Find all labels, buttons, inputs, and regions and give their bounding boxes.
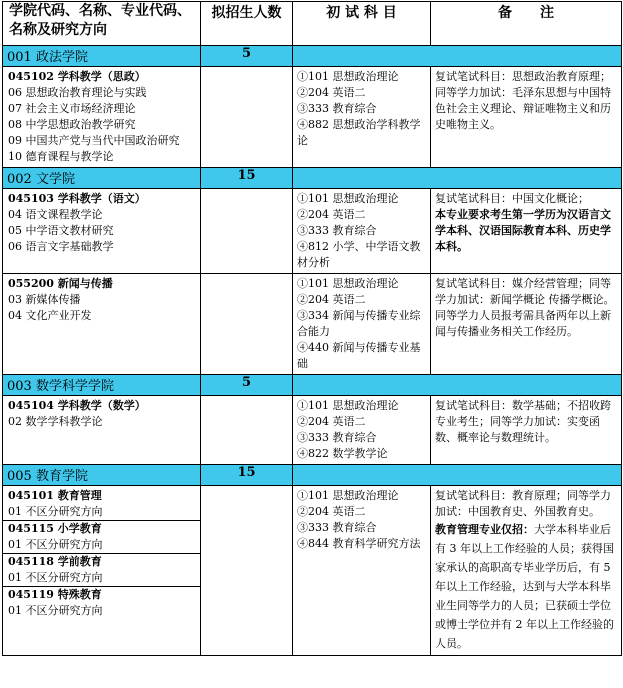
quota-cell xyxy=(201,67,293,168)
enrollment-table xyxy=(2,1,622,656)
exam-item: ②204 英语二 xyxy=(297,415,366,428)
section-quota: 5 xyxy=(201,46,293,67)
table-row xyxy=(3,189,622,274)
major-cell xyxy=(3,67,201,168)
major-cell xyxy=(3,396,201,465)
quota-cell xyxy=(201,274,293,375)
exam-item: ④844 教育科学研究方法 xyxy=(297,537,421,550)
direction-item: 09 中国共产党与当代中国政治研究 xyxy=(8,134,180,147)
remarks-cell xyxy=(431,396,622,465)
exam-item: ④822 数学教学论 xyxy=(297,447,388,460)
remark-text: 复试笔试科目：中国文化概论； xyxy=(435,192,589,205)
remarks-cell xyxy=(431,486,622,656)
exam-cell xyxy=(293,396,431,465)
quota-cell xyxy=(201,486,293,656)
exam-item: ④812 小学、中学语文教材分析 xyxy=(297,240,421,269)
exam-item: ④882 思想政治学科教学论 xyxy=(297,118,421,147)
section-row-math xyxy=(3,375,622,396)
major-cell xyxy=(3,274,201,375)
exam-item: ②204 英语二 xyxy=(297,505,366,518)
section-name: 001 政法学院 xyxy=(3,46,201,67)
direction-item: 04 文化产业开发 xyxy=(8,309,92,322)
exam-item: ③333 教育综合 xyxy=(297,431,377,444)
quota-cell xyxy=(201,396,293,465)
exam-item: ④440 新闻与传播专业基础 xyxy=(297,341,421,370)
major-title: 045101 教育管理 xyxy=(8,489,102,502)
remark-text: 复试笔试科目：媒介经营管理；同等学力加试：新闻学概论 传播学概论。 xyxy=(435,277,615,306)
major-title: 045104 学科教学（数学） xyxy=(8,399,146,412)
direction-item: 05 中学语文教材研究 xyxy=(8,224,114,237)
section-row-literature xyxy=(3,168,622,189)
section-quota: 15 xyxy=(201,168,293,189)
remarks-cell xyxy=(431,67,622,168)
exam-item: ③333 教育综合 xyxy=(297,521,377,534)
remark-requirement: 大学本科毕业后有 3 年以上工作经验的人员；获得国家承认的高职高专毕业学历后，有 5 年以上工作经验，达到与大学本科毕业生同等学力的人员；已获硕士学位或博士学位并有 2 年以上工作经验的人员。 xyxy=(435,523,614,650)
table-header-row xyxy=(3,2,622,46)
direction-item: 10 德育课程与教学论 xyxy=(8,150,114,163)
exam-item: ③333 教育综合 xyxy=(297,102,377,115)
header-quota: 拟招生人数 xyxy=(201,2,293,46)
major-subgroup xyxy=(3,520,200,553)
section-filler xyxy=(293,375,622,396)
exam-cell xyxy=(293,274,431,375)
remark-text: 同等学力人员报考需具备两年以上新闻与传播业务相关工作经历。 xyxy=(435,309,611,338)
exam-cell xyxy=(293,67,431,168)
section-filler xyxy=(293,168,622,189)
major-cell xyxy=(3,189,201,274)
remark-text: 复试笔试科目：教育原理；同等学力加试：中国教育史、外国教育史。 xyxy=(435,489,611,518)
exam-cell xyxy=(293,486,431,656)
section-name: 005 教育学院 xyxy=(3,465,201,486)
direction-item: 02 数学学科教学论 xyxy=(8,415,103,428)
quota-cell xyxy=(201,189,293,274)
table-row xyxy=(3,486,622,656)
exam-item: ③333 教育综合 xyxy=(297,224,377,237)
header-college-major: 学院代码、名称、专业代码、名称及研究方向 xyxy=(3,2,201,46)
section-filler xyxy=(293,46,622,67)
remarks-cell xyxy=(431,274,622,375)
exam-item: ①101 思想政治理论 xyxy=(297,399,399,412)
major-title: 045118 学前教育 xyxy=(8,555,102,568)
major-title: 045115 小学教育 xyxy=(8,522,102,535)
exam-cell xyxy=(293,189,431,274)
remarks-cell xyxy=(431,189,622,274)
major-title: 045102 学科教学（思政） xyxy=(8,70,146,83)
exam-item: ①101 思想政治理论 xyxy=(297,192,399,205)
major-subgroup xyxy=(3,553,200,586)
section-filler xyxy=(293,465,622,486)
exam-item: ②204 英语二 xyxy=(297,86,366,99)
direction-item: 01 不区分研究方向 xyxy=(8,604,103,617)
direction-item: 07 社会主义市场经济理论 xyxy=(8,102,136,115)
section-quota: 15 xyxy=(201,465,293,486)
direction-item: 03 新媒体传播 xyxy=(8,293,81,306)
section-name: 003 数学科学学院 xyxy=(3,375,201,396)
table-row xyxy=(3,274,622,375)
remark-text: 复试笔试科目：数学基础；不招收跨专业考生；同等学力加试：实变函数、概率论与数理统计。 xyxy=(435,399,611,444)
major-title: 045103 学科教学（语文） xyxy=(8,192,146,205)
direction-item: 06 思想政治教育理论与实践 xyxy=(8,86,147,99)
direction-item: 01 不区分研究方向 xyxy=(8,538,103,551)
direction-item: 06 语言文字基础教学 xyxy=(8,240,114,253)
direction-item: 01 不区分研究方向 xyxy=(8,505,103,518)
direction-item: 04 语文课程教学论 xyxy=(8,208,103,221)
remark-requirement: 本专业要求考生第一学历为汉语言文学本科、汉语国际教育本科、历史学本科。 xyxy=(435,208,611,253)
exam-item: ②204 英语二 xyxy=(297,208,366,221)
exam-item: ①101 思想政治理论 xyxy=(297,277,399,290)
header-remarks: 备 注 xyxy=(431,2,622,46)
major-title: 045119 特殊教育 xyxy=(8,588,102,601)
major-title: 055200 新闻与传播 xyxy=(8,277,113,290)
section-quota: 5 xyxy=(201,375,293,396)
exam-item: ①101 思想政治理论 xyxy=(297,70,399,83)
remark-requirement-label: 教育管理专业仅招： xyxy=(435,523,534,536)
exam-item: ②204 英语二 xyxy=(297,293,366,306)
section-row-education xyxy=(3,465,622,486)
direction-item: 01 不区分研究方向 xyxy=(8,571,103,584)
major-cell xyxy=(3,486,201,656)
section-row-law xyxy=(3,46,622,67)
major-subgroup xyxy=(3,586,200,619)
header-exam-subjects: 初 试 科 目 xyxy=(293,2,431,46)
exam-item: ③334 新闻与传播专业综合能力 xyxy=(297,309,421,338)
table-row xyxy=(3,396,622,465)
section-name: 002 文学院 xyxy=(3,168,201,189)
exam-item: ①101 思想政治理论 xyxy=(297,489,399,502)
direction-item: 08 中学思想政治教学研究 xyxy=(8,118,136,131)
table-row xyxy=(3,67,622,168)
remark-text: 复试笔试科目：思想政治教育原理；同等学力加试：毛泽东思想与中国特色社会主义理论、辩证唯物主义和历史唯物主义。 xyxy=(435,70,611,131)
